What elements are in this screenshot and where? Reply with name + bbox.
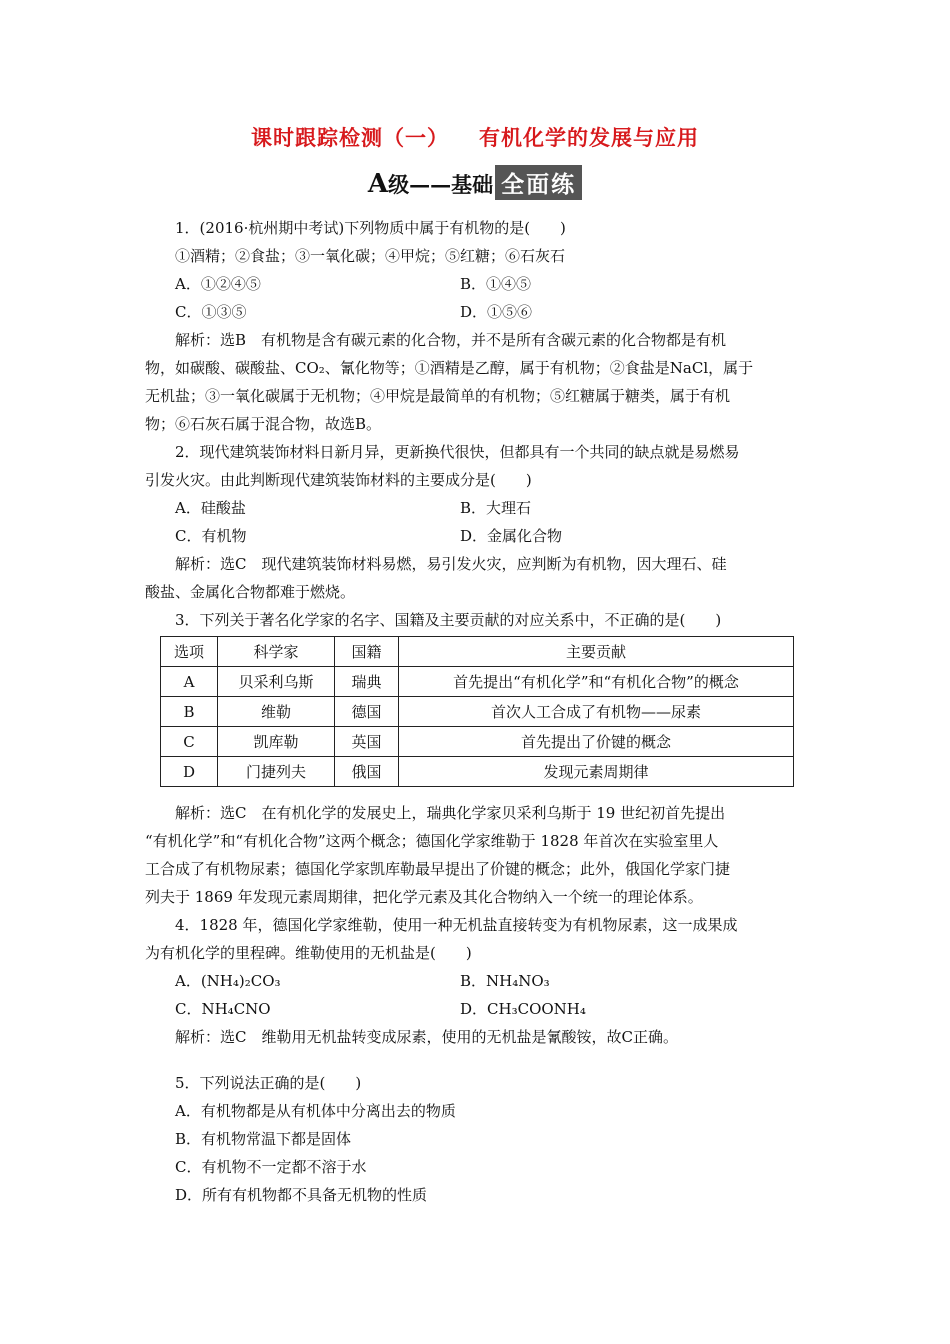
q1-explanation-line: 物；⑥石灰石属于混合物，故选B。 bbox=[145, 415, 382, 433]
table-row bbox=[161, 667, 794, 697]
table-header-cell: 国籍 bbox=[335, 637, 399, 667]
level-text: 级——基础 bbox=[388, 172, 494, 197]
table-header-cell: 主要贡献 bbox=[399, 637, 794, 667]
q1-option-d: D．①⑤⑥ bbox=[460, 303, 533, 321]
page-title bbox=[0, 122, 950, 152]
table-cell: 俄国 bbox=[335, 757, 399, 787]
q3-explanation-line: 解析：选C 在有机化学的发展史上，瑞典化学家贝采利乌斯于 19 世纪初首先提出 bbox=[175, 804, 726, 822]
table-header-row bbox=[161, 637, 794, 667]
q1-explanation-line: 解析：选B 有机物是含有碳元素的化合物，并不是所有含碳元素的化合物都是有机 bbox=[175, 331, 727, 349]
q1-items: ①酒精；②食盐；③一氧化碳；④甲烷；⑤红糖；⑥石灰石 bbox=[175, 247, 566, 265]
q2-option-b: B．大理石 bbox=[460, 499, 532, 517]
q4-stem-line: 为有机化学的里程碑。维勒使用的无机盐是( ) bbox=[145, 944, 472, 962]
questions bbox=[145, 214, 810, 1209]
q1-stem: 1．(2016·杭州期中考试)下列物质中属于有机物的是( ) bbox=[175, 219, 566, 237]
table-cell: C bbox=[161, 727, 218, 757]
table-cell: 门捷列夫 bbox=[218, 757, 335, 787]
table-cell: 瑞典 bbox=[335, 667, 399, 697]
table-row bbox=[161, 697, 794, 727]
q3-explanation-line: “有机化学”和“有机化合物”这两个概念；德国化学家维勒于 1828 年首次在实验室里人 bbox=[145, 832, 719, 850]
q5-option-b: B．有机物常温下都是固体 bbox=[175, 1130, 352, 1148]
q4-explanation: 解析：选C 维勒用无机盐转变成尿素，使用的无机盐是氰酸铵，故C正确。 bbox=[175, 1028, 678, 1046]
table-cell: 凯库勒 bbox=[218, 727, 335, 757]
table-cell: 英国 bbox=[335, 727, 399, 757]
q2-explanation-line: 酸盐、金属化合物都难于燃烧。 bbox=[145, 583, 356, 601]
q2-option-a: A．硅酸盐 bbox=[175, 499, 246, 517]
table-cell: 首先提出“有机化学”和“有机化合物”的概念 bbox=[399, 667, 794, 697]
q4-option-d: D．CH₃COONH₄ bbox=[460, 1000, 586, 1018]
title-left: 课时跟踪检测（一） bbox=[251, 126, 449, 150]
title-right: 有机化学的发展与应用 bbox=[479, 126, 699, 150]
table-cell: 维勒 bbox=[218, 697, 335, 727]
q4-option-c: C．NH₄CNO bbox=[175, 1000, 271, 1018]
table-cell: 德国 bbox=[335, 697, 399, 727]
level-heading bbox=[0, 165, 950, 200]
table-row bbox=[161, 727, 794, 757]
table-cell: 发现元素周期律 bbox=[399, 757, 794, 787]
q1-option-b: B．①④⑤ bbox=[460, 275, 532, 293]
q1-options-cd bbox=[145, 298, 810, 326]
q2-stem-line: 引发火灾。由此判断现代建筑装饰材料的主要成分是( ) bbox=[145, 471, 532, 489]
q2-explanation-line: 解析：选C 现代建筑装饰材料易燃，易引发火灾，应判断为有机物，因大理石、硅 bbox=[175, 555, 727, 573]
q4-option-b: B．NH₄NO₃ bbox=[460, 972, 550, 990]
q4-options-cd bbox=[145, 995, 810, 1023]
q3-explanation-line: 工合成了有机物尿素；德国化学家凯库勒最早提出了价键的概念；此外，俄国化学家门捷 bbox=[145, 860, 731, 878]
table-row bbox=[161, 757, 794, 787]
q5-option-d: D．所有有机物都不具备无机物的性质 bbox=[175, 1186, 428, 1204]
table-cell: 首先提出了价键的概念 bbox=[399, 727, 794, 757]
level-badge: 全面练 bbox=[495, 165, 582, 200]
q2-option-d: D．金属化合物 bbox=[460, 527, 563, 545]
q1-explanation-line: 物，如碳酸、碳酸盐、CO₂、氰化物等；①酒精是乙醇，属于有机物；②食盐是NaCl，属于 bbox=[145, 359, 754, 377]
q1-options-ab bbox=[145, 270, 810, 298]
q3-stem: 3．下列关于著名化学家的名字、国籍及主要贡献的对应关系中，不正确的是( ) bbox=[175, 611, 722, 629]
q2-option-c: C．有机物 bbox=[175, 527, 247, 545]
q2-options-ab bbox=[145, 494, 810, 522]
q2-stem-line: 2．现代建筑装饰材料日新月异，更新换代很快，但都具有一个共同的缺点就是易燃易 bbox=[175, 443, 740, 461]
table-cell: B bbox=[161, 697, 218, 727]
table-header-cell: 科学家 bbox=[218, 637, 335, 667]
q5-option-c: C．有机物不一定都不溶于水 bbox=[175, 1158, 367, 1176]
q5-option-a: A．有机物都是从有机体中分离出去的物质 bbox=[175, 1102, 456, 1120]
table-cell: 贝采利乌斯 bbox=[218, 667, 335, 697]
q2-options-cd bbox=[145, 522, 810, 550]
table-cell: 首次人工合成了有机物——尿素 bbox=[399, 697, 794, 727]
q3-explanation-line: 列夫于 1869 年发现元素周期律，把化学元素及其化合物纳入一个统一的理论体系。 bbox=[145, 888, 703, 906]
q1-option-a: A．①②④⑤ bbox=[175, 275, 261, 293]
table-cell: D bbox=[161, 757, 218, 787]
q5-stem: 5．下列说法正确的是( ) bbox=[175, 1074, 362, 1092]
q4-option-a: A．(NH₄)₂CO₃ bbox=[175, 972, 281, 990]
q4-stem-line: 4．1828 年，德国化学家维勒，使用一种无机盐直接转变为有机物尿素，这一成果成 bbox=[175, 916, 738, 934]
table-cell: A bbox=[161, 667, 218, 697]
table-header-cell: 选项 bbox=[161, 637, 218, 667]
q3-table bbox=[160, 636, 794, 787]
q4-options-ab bbox=[145, 967, 810, 995]
q1-option-c: C．①③⑤ bbox=[175, 303, 247, 321]
q1-explanation-line: 无机盐；③一氧化碳属于无机物；④甲烷是最简单的有机物；⑤红糖属于糖类，属于有机 bbox=[145, 387, 731, 405]
level-letter: A bbox=[367, 169, 389, 199]
